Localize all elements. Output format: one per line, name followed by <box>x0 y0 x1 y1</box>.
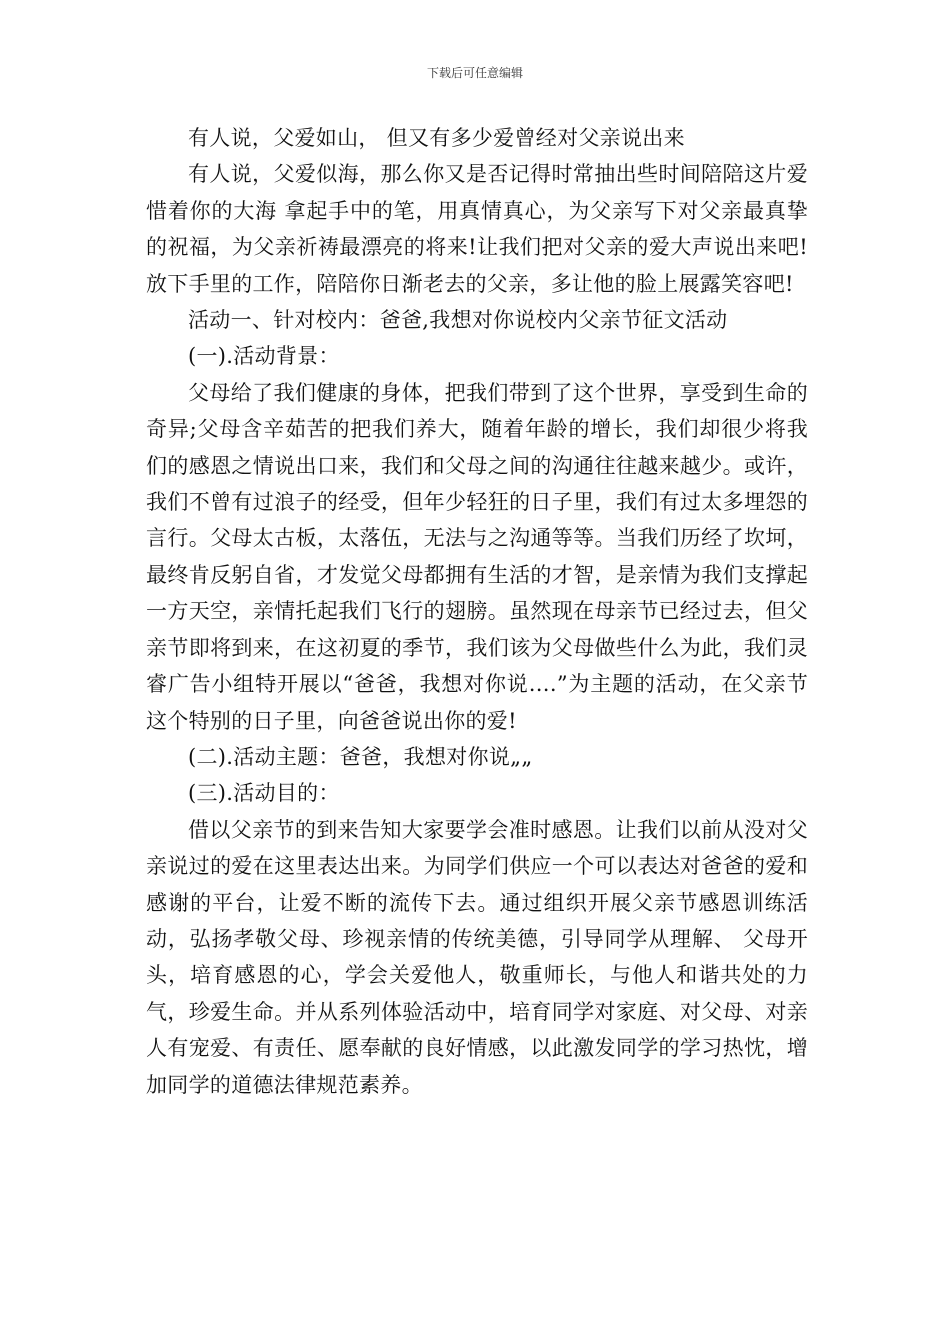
paragraph-sea: 有人说，父爱似海，那么你又是否记得时常抽出些时间陪陪这片爱惜着你的大海 拿起手中的笔，用真情真心，为父亲写下对父亲最真挚的祝福，为父亲祈祷最漂亮的将来!让我们把对父亲的爱大声说出来吧!放下手里的工作，陪陪你日渐老去的父亲，多让他的脸上展露笑容吧! <box>146 162 808 296</box>
section-theme-heading: (二).活动主题：爸爸，我想对你说„„ <box>188 744 533 769</box>
paragraph-background: 父母给了我们健康的身体，把我们带到了这个世界，享受到生命的奇异;父母含辛茹苦的把我们养大，随着年龄的增长，我们却很少将我们的感恩之情说出口来，我们和父母之间的沟通往往越来越少。或许，我们不曾有过浪子的经受，但年少轻狂的日子里，我们有过太多埋怨的言行。父母太古板，太落伍，无法与之沟通等等。当我们历经了坎坷，最终肯反躬自省，才发觉父母都拥有生活的才智，是亲情为我们支撑起一方天空，亲情托起我们飞行的翅膀。虽然现在母亲节已经过去，但父亲节即将到来，在这初夏的季节，我们该为父母做些什么为此，我们灵睿广告小组特开展以“爸爸，我想对你说….”为主题的活动，在父亲节这个特别的日子里，向爸爸说出你的爱! <box>146 380 808 733</box>
section-purpose-heading: (三).活动目的： <box>188 781 340 806</box>
activity-one-heading: 活动一、针对校内：爸爸,我想对你说校内父亲节征文活动 <box>188 308 728 333</box>
paragraph-intro: 有人说，父爱如山， 但又有多少爱曾经对父亲说出来 <box>188 126 685 150</box>
section-background-heading: (一).活动背景： <box>188 344 340 369</box>
document-body <box>146 120 808 1103</box>
page-header: 下载后可任意编辑 <box>426 66 523 80</box>
paragraph-purpose: 借以父亲节的到来告知大家要学会准时感恩。让我们以前从没对父亲说过的爱在这里表达出来。为同学们供应一个可以表达对爸爸的爱和感谢的平台，让爱不断的流传下去。通过组织开展父亲节感恩训练活动，弘扬孝敬父母、珍视亲情的传统美德，引导同学从理解、 父母开头，培育感恩的心，学会关爱他人，敬重师长，与他人和谐共处的力气，珍爱生命。并从系列体验活动中，培育同学对家庭、对父母、对亲人有宠爱、有责任、愿奉献的良好情感，以此激发同学的学习热忱，增加同学的道德法律规范素养。 <box>146 817 808 1097</box>
